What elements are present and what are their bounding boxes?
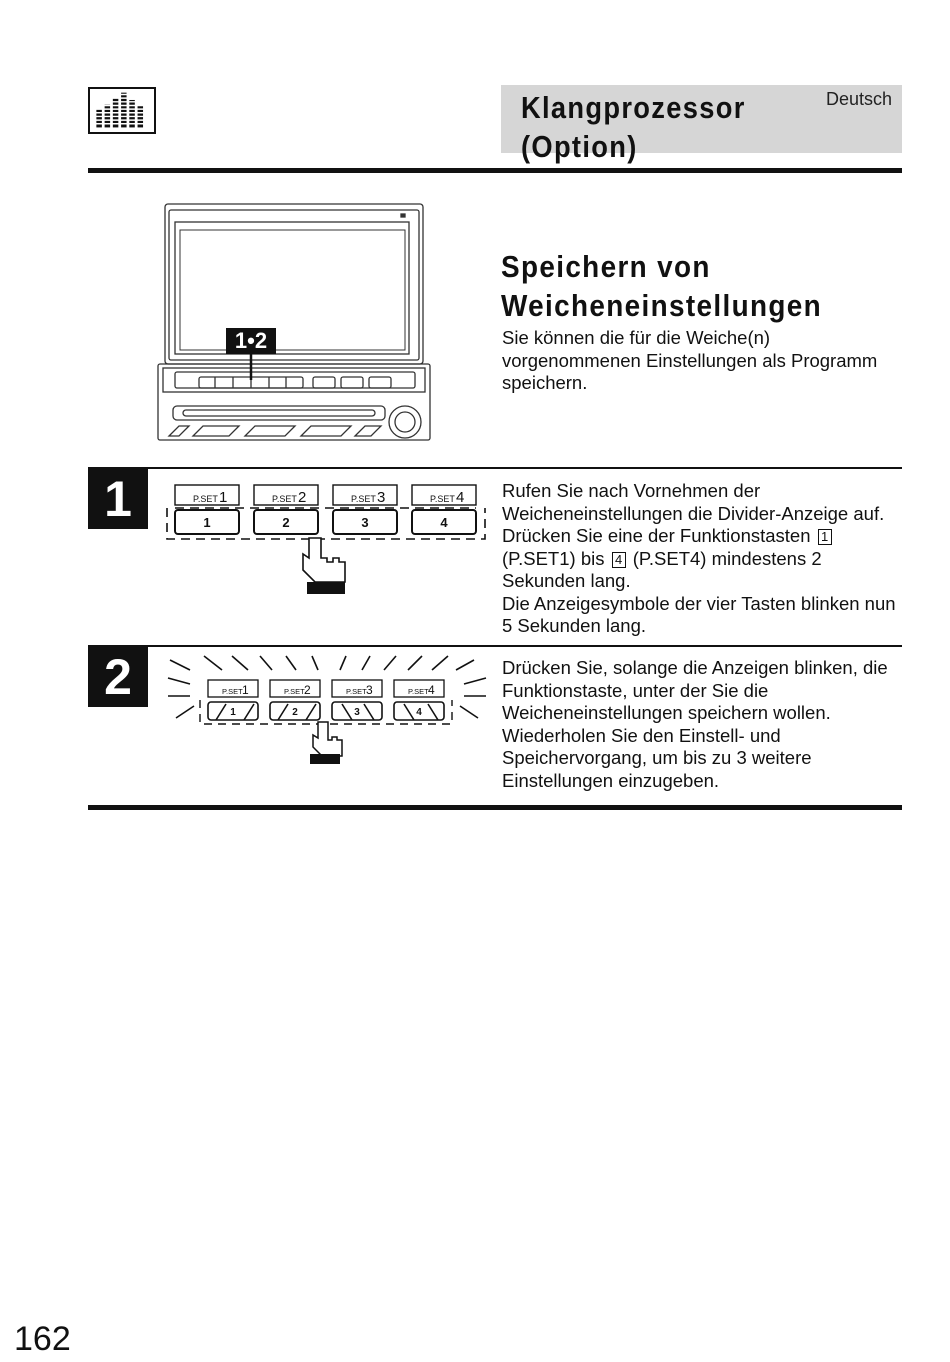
language-label: Deutsch <box>826 89 893 109</box>
step2-tag-num-3: 3 <box>366 683 373 697</box>
step1-tag-prefix-2: P.SET <box>272 494 297 504</box>
page-title <box>521 88 746 166</box>
step1-text-c: (P.SET4) mindestens 2 Sekunden lang. <box>502 547 822 591</box>
equalizer-icon <box>88 87 156 134</box>
step2-tag-num-1: 1 <box>242 683 249 697</box>
section-title <box>501 247 822 325</box>
step2-tag-prefix-1: P.SET <box>222 687 243 696</box>
step2-tag-num-4: 4 <box>428 683 435 697</box>
page-title-line2: (Option) <box>521 129 638 164</box>
step2-key-4: 4 <box>416 707 422 718</box>
step2-key-2: 2 <box>292 707 298 718</box>
step1-text <box>502 480 902 638</box>
step1-text-d: Die Anzeigesymbole der vier Tasten blinken nun 5 Sekunden lang. <box>502 592 896 636</box>
step1-tag-prefix-1: P.SET <box>193 494 218 504</box>
step1-tag-prefix-4: P.SET <box>430 494 455 504</box>
section-intro: Sie können die für die Weiche(n) vorgenommenen Einstellungen als Programm speichern. <box>502 327 878 393</box>
step1-key-2: 2 <box>282 515 290 530</box>
page-number: 162 <box>14 1320 71 1358</box>
section-end-divider <box>88 805 902 810</box>
step1-tag-num-4: 4 <box>456 489 465 506</box>
device-callout: 1•2 <box>226 328 276 354</box>
step2-text: Drücken Sie, solange die Anzeigen blinken, die Funktionstaste, unter der Sie die Weicheneinstellungen speichern wollen. Wiederholen Sie den Einstell- und Speichervorgang, um bis zu 3 weitere Einstellungen einzugeben. <box>502 657 888 791</box>
step1-key-3: 3 <box>361 515 369 530</box>
step1-tag-num-2: 2 <box>298 489 307 506</box>
step2-key-1: 1 <box>230 707 236 718</box>
head-unit-illustration <box>155 200 435 445</box>
section-title-line1: Speichern von <box>501 249 711 284</box>
page-title-line1: Klangprozessor <box>521 90 746 125</box>
step2-tag-prefix-2: P.SET <box>284 687 305 696</box>
step1-tag-num-1: 1 <box>219 489 228 506</box>
step2-number: 2 <box>88 647 148 707</box>
step2-tag-num-2: 2 <box>304 683 311 697</box>
step1-tag-num-3: 3 <box>377 489 386 506</box>
step1-key-1: 1 <box>203 515 211 530</box>
step2-divider <box>88 645 902 647</box>
step2-key-3: 3 <box>354 707 360 718</box>
step1-key-ref-4: 4 <box>612 552 626 568</box>
step2-tag-prefix-3: P.SET <box>346 687 367 696</box>
step1-buttons-illustration <box>155 478 495 598</box>
step1-divider <box>88 467 902 469</box>
step1-number: 1 <box>88 469 148 529</box>
step1-key-4: 4 <box>440 515 448 530</box>
step2-blink-illustration <box>160 652 495 770</box>
step2-tag-prefix-4: P.SET <box>408 687 429 696</box>
step1-text-b: (P.SET1) bis <box>502 547 605 569</box>
step1-tag-prefix-3: P.SET <box>351 494 376 504</box>
step1-text-a: Rufen Sie nach Vornehmen der Weicheneinstellungen die Divider-Anzeige auf. Drücken Sie eine der Funktionstasten <box>502 480 885 546</box>
step1-key-ref-1: 1 <box>818 529 832 545</box>
header-divider <box>88 168 902 173</box>
section-title-line2: Weicheneinstellungen <box>501 288 823 323</box>
